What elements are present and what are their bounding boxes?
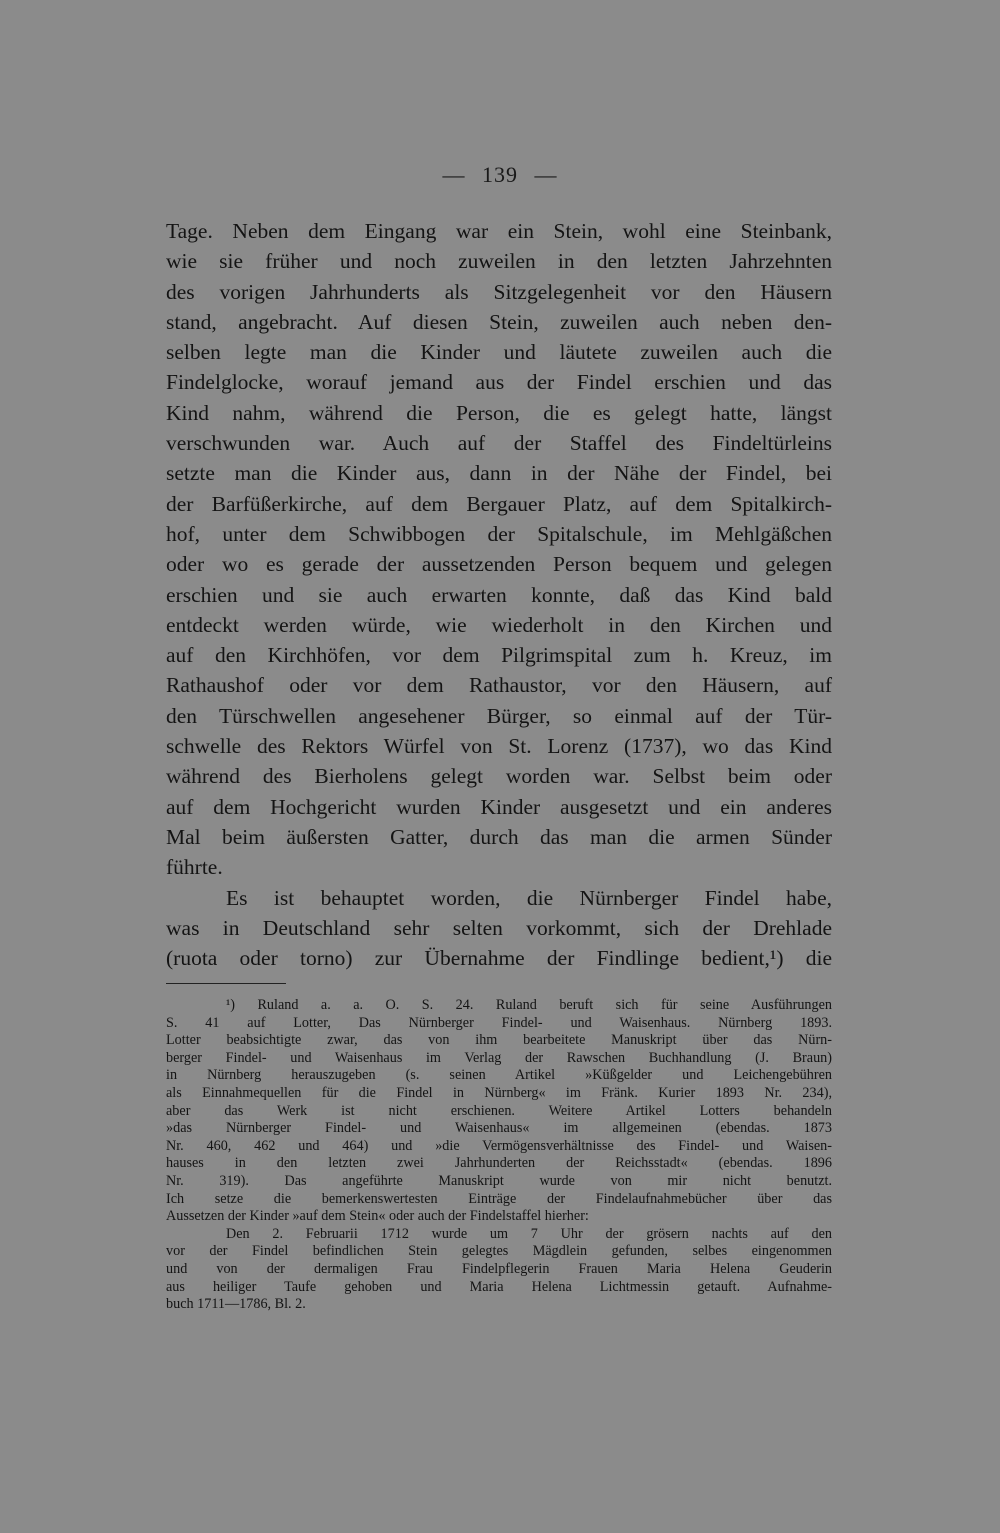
text-line: auf den Kirchhöfen, vor dem Pilgrimspital zum h. Kreuz, im	[166, 643, 832, 668]
text-line: führte.	[166, 855, 223, 880]
page-number: — 139 —	[442, 162, 558, 187]
text-line: wie sie früher und noch zuweilen in den letzten Jahrzehnten	[166, 249, 832, 274]
footnote-line: »das Nürnberger Findel- und Waisenhaus« im allgemeinen (ebendas. 1873	[166, 1120, 832, 1137]
footnote-line: Aussetzen der Kinder »auf dem Stein« oder auch der Findelstaffel hierher:	[166, 1208, 589, 1225]
text-line: Tage. Neben dem Eingang war ein Stein, wohl eine Steinbank,	[166, 219, 832, 243]
footnote-line: Lotter beabsichtigte zwar, das von ihm bearbeitete Manuskript über das Nürn-	[166, 1032, 832, 1049]
footnote-line: berger Findel- und Waisenhaus im Verlag der Rawschen Buchhandlung (J. Braun)	[166, 1049, 832, 1066]
footnote-line: Den 2. Februarii 1712 wurde um 7 Uhr der grösern nachts auf den	[226, 1225, 832, 1242]
paragraph	[166, 216, 832, 883]
footnote-line: hauses in den letzten zwei Jahrhunderten der Reichsstadt« (ebendas. 1896	[166, 1155, 832, 1172]
paragraph	[166, 883, 832, 974]
footnotes	[166, 997, 832, 1314]
text-line: entdeckt werden würde, wie wiederholt in den Kirchen und	[166, 612, 832, 637]
text-line: oder wo es gerade der aussetzenden Person bequem und gelegen	[166, 552, 832, 577]
text-line: was in Deutschland sehr selten vorkommt, sich der Drehlade	[166, 915, 832, 940]
text-line: schwelle des Rektors Würfel von St. Lorenz (1737), wo das Kind	[166, 734, 832, 759]
footnote-line: aber das Werk ist nicht erschienen. Weitere Artikel Lotters behandeln	[166, 1102, 832, 1119]
text-line: stand, angebracht. Auf diesen Stein, zuweilen auch neben den-	[166, 309, 832, 334]
footnote	[166, 997, 832, 1226]
footnote-line: aus heiliger Taufe gehoben und Maria Helena Lichtmessin getauft. Aufnahme-	[166, 1278, 832, 1295]
text-line: setzte man die Kinder aus, dann in der Nähe der Findel, bei	[166, 461, 832, 486]
text-line: hof, unter dem Schwibbogen der Spitalschule, im Mehlgäßchen	[166, 521, 832, 546]
text-line: selben legte man die Kinder und läutete zuweilen auch die	[166, 340, 832, 365]
text-line: während des Bierholens gelegt worden war. Selbst beim oder	[166, 764, 832, 789]
footnote-line: als Einnahmequellen für die Findel in Nürnberg« im Fränk. Kurier 1893 Nr. 234),	[166, 1084, 832, 1101]
text-line: erschien und sie auch erwarten konnte, daß das Kind bald	[166, 582, 832, 607]
footnote-line: Nr. 460, 462 und 464) und »die Vermögensverhältnisse des Findel- und Waisen-	[166, 1137, 832, 1154]
footnote-divider	[166, 983, 286, 984]
text-line: der Barfüßerkirche, auf dem Bergauer Platz, auf dem Spitalkirch-	[166, 491, 832, 516]
text-line: auf dem Hochgericht wurden Kinder ausgesetzt und ein anderes	[166, 794, 832, 819]
text-line: (ruota oder torno) zur Übernahme der Findlinge bedient,¹) die	[166, 946, 832, 971]
footnote-line: buch 1711—1786, Bl. 2.	[166, 1296, 306, 1313]
footnote-line: und von der dermaligen Frau Findelpflegerin Frauen Maria Helena Geuderin	[166, 1260, 832, 1277]
text-line: Rathaushof oder vor dem Rathaustor, vor den Häusern, auf	[166, 673, 832, 698]
text-line: Mal beim äußersten Gatter, durch das man die armen Sünder	[166, 824, 832, 849]
main-text	[166, 216, 832, 973]
text-line: Kind nahm, während die Person, die es gelegt hatte, längst	[166, 400, 832, 425]
text-line: des vorigen Jahrhunderts als Sitzgelegenheit vor den Häusern	[166, 279, 832, 304]
footnote-line: vor der Findel befindlichen Stein gelegtes Mägdlein gefunden, selbes eingenommen	[166, 1243, 832, 1260]
footnote-line: ¹) Ruland a. a. O. S. 24. Ruland beruft sich für seine Ausführungen	[226, 997, 832, 1013]
text-line: den Türschwellen angesehener Bürger, so einmal auf der Tür-	[166, 703, 832, 728]
text-line: Es ist behauptet worden, die Nürnberger Findel habe,	[226, 885, 832, 910]
text-line: Findelglocke, worauf jemand aus der Findel erschien und das	[166, 370, 832, 395]
footnote-line: Nr. 319). Das angeführte Manuskript wurde von mir nicht benutzt.	[166, 1172, 832, 1189]
footnote-line: S. 41 auf Lotter, Das Nürnberger Findel- und Waisenhaus. Nürnberg 1893.	[166, 1014, 832, 1031]
text-line: verschwunden war. Auch auf der Staffel des Findeltürleins	[166, 431, 832, 456]
footnote-line: Ich setze die bemerkenswertesten Einträge der Findelaufnahmebücher über das	[166, 1190, 832, 1207]
footnote-quote	[166, 1226, 832, 1314]
footnote-line: in Nürnberg herauszugeben (s. seinen Artikel »Küßgelder und Leichengebühren	[166, 1067, 832, 1084]
